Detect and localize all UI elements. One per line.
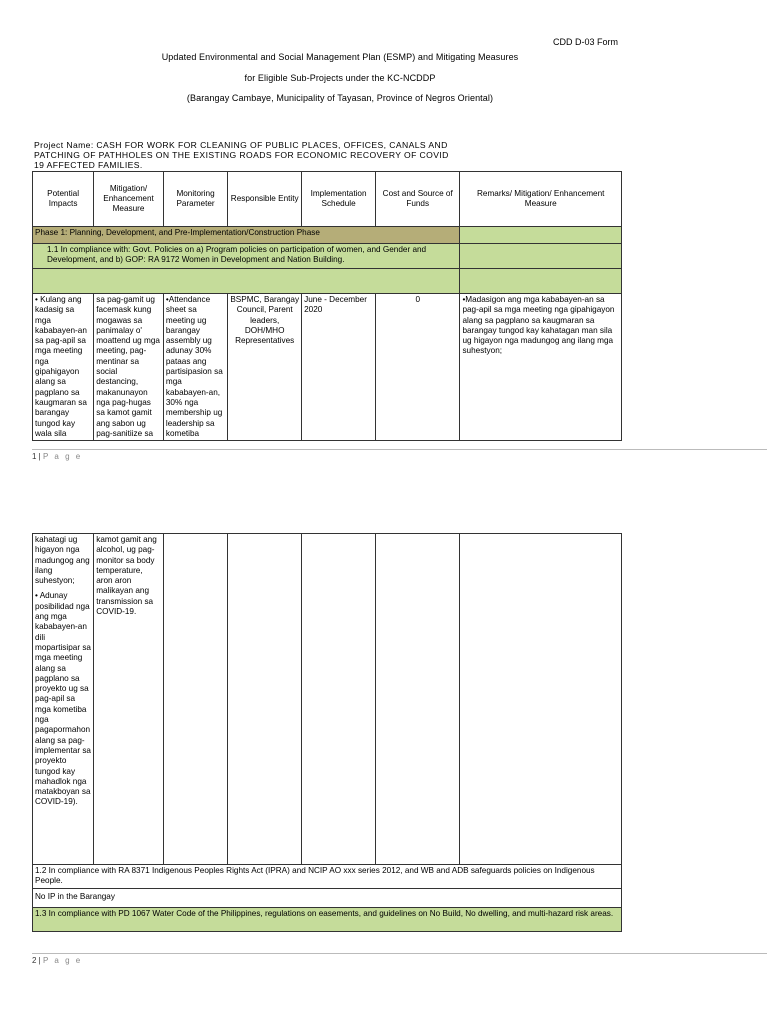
document-title-line-3: (Barangay Cambaye, Municipality of Tayasan, Province of Negros Oriental) [186, 93, 494, 103]
page-number: 1 [32, 452, 37, 461]
cell-impacts-cont [33, 534, 94, 865]
cell-responsible: BSPMC, Barangay Council, Parent leaders, DOH/MHO Representatives [228, 294, 302, 441]
table-row [33, 534, 622, 865]
page-1-footer: 1 | P a g e [32, 452, 83, 461]
project-name: Project Name: CASH FOR WORK FOR CLEANING OF PUBLIC PLACES, OFFICES, CANALS AND PATCHING OF PATHHOLES ON THE EXISTING ROADS FOR ECONOMIC RECOVERY OF COVID 19 AFFECTED FAMILIES. [34, 140, 449, 170]
table-header-row [33, 172, 622, 227]
section-1-3-row [33, 907, 622, 931]
phase-1-remarks-cell [460, 227, 622, 244]
esmp-table-page-2 [32, 533, 622, 932]
cell-cost-cont [376, 534, 460, 865]
form-code: CDD D-03 Form [553, 37, 619, 47]
document-title-line-1: Updated Environmental and Social Management Plan (ESMP) and Mitigating Measures [161, 52, 519, 62]
page-2-footer: 2 | P a g e [32, 956, 83, 965]
no-ip-row [33, 888, 622, 907]
cell-remarks: •Madasigon ang mga kababayen-an sa pag-apil sa mga meeting nga gipahigayon alang sa pagplano sa kaugmaran sa barangay tungod kay kahatagan man sila ug higayon nga madungog ang ilang mga suhestyon; [460, 294, 622, 441]
cell-remarks-cont [460, 534, 622, 865]
no-ip-label: No IP in the Barangay [33, 888, 622, 907]
impacts-cont-text-a: kahatagi ug higayon nga madungog ang ilang suhestyon; [35, 535, 90, 586]
section-1-1-row [33, 244, 622, 269]
section-1-1-remarks-cell [460, 244, 622, 269]
header-responsible: Responsible Entity [228, 172, 302, 227]
document-title-line-2: for Eligible Sub-Projects under the KC-NCDDP [244, 73, 436, 83]
header-potential-impacts: Potential Impacts [33, 172, 94, 227]
header-mitigation: Mitigation/ Enhancement Measure [94, 172, 164, 227]
cell-monitoring-cont [163, 534, 227, 865]
section-1-1-label: 1.1 In compliance with: Govt. Policies on a) Program policies on participation of women, and Gender and Development, and b) GOP: RA 9172 Women in Development and Nation Building. [33, 244, 460, 269]
header-monitoring: Monitoring Parameter [163, 172, 227, 227]
cell-monitoring: •Attendance sheet sa meeting ug barangay assembly ug adunay 30% pataas ang partisipasion sa mga kababayen-an, 30% nga membership ug leadership sa kometiba [163, 294, 227, 441]
cell-mitigation-cont: kamot gamit ang alcohol, ug pag-monitor sa body temperature, aron aron malikayan ang transmission sa COVID-19. [94, 534, 164, 865]
cell-mitigation: sa pag-gamit ug facemask kung mogawas sa panimalay o' moattend ug mga meeting, pag-mentinar sa social destancing, makanunayon nga pag-hugas sa kamot gamit ang sabon ug pag-sanitiize sa [94, 294, 164, 441]
blank-green-row [33, 269, 622, 294]
page-divider [32, 449, 767, 450]
cell-schedule-cont [302, 534, 376, 865]
phase-1-label: Phase 1: Planning, Development, and Pre-Implementation/Construction Phase [33, 227, 460, 244]
cell-schedule: June - December 2020 [302, 294, 376, 441]
cell-impacts: • Kulang ang kadasig sa mga kababayen-an sa pag-apil sa mga meeting nga gipahigayon alang sa pagplano sa kaugmaran sa barangay tungod kay wala sila [33, 294, 94, 441]
page-label: P a g e [42, 956, 83, 965]
header-cost: Cost and Source of Funds [376, 172, 460, 227]
table-row [33, 294, 622, 441]
section-1-2-row [33, 865, 622, 889]
header-schedule: Implementation Schedule [302, 172, 376, 227]
header-remarks: Remarks/ Mitigation/ Enhancement Measure [460, 172, 622, 227]
blank-green-cell [33, 269, 460, 294]
blank-green-remarks-cell [460, 269, 622, 294]
page-label: P a g e [42, 452, 83, 461]
esmp-table-page-1 [32, 171, 622, 441]
cell-cost: 0 [376, 294, 460, 441]
page-divider [32, 953, 767, 954]
phase-row [33, 227, 622, 244]
cell-responsible-cont [228, 534, 302, 865]
section-1-2-label: 1.2 In compliance with RA 8371 Indigenous Peoples Rights Act (IPRA) and NCIP AO xxx series 2012, and WB and ADB safeguards policies on Indigenous People. [33, 865, 622, 889]
impacts-cont-text-b: • Adunay posibilidad nga ang mga kababayen-an dili mopartisipar sa mga meeting alang sa pagplano sa proyekto ug sa pag-apil sa mga kometiba nga pagapormahon alang sa pag-implementar sa proyekto tungod kay mahadlok nga matakboyan sa COVID-19). [35, 591, 91, 807]
section-1-3-label: 1.3 In compliance with PD 1067 Water Code of the Philippines, regulations on easements, and guidelines on No Build, No dwelling, and multi-hazard risk areas. [33, 907, 622, 931]
page-number: 2 [32, 956, 37, 965]
